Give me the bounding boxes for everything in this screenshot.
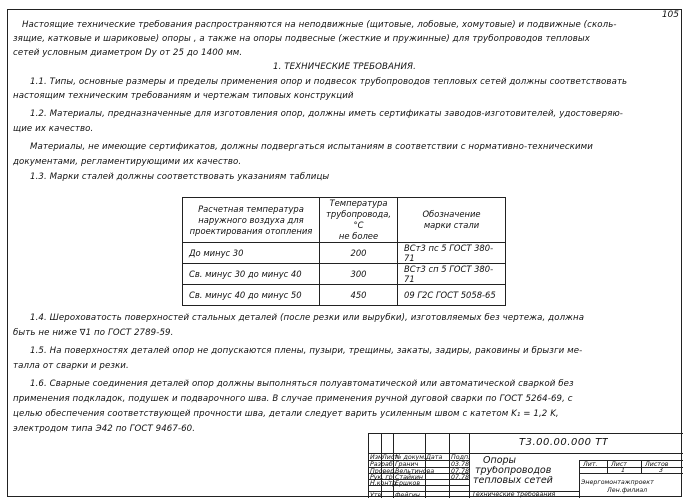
header-line: марки стали — [423, 220, 480, 230]
table-cell: Св. минус 40 до минус 50 — [183, 285, 320, 306]
stamp-role: Провер. — [370, 468, 397, 475]
stamp-role: Н.контр. — [370, 480, 399, 487]
paragraph-line: целью обеспечения соответствующей прочности шва, детали следует варить усиленным швом с катетом K₁ = 1,2 K, — [13, 409, 559, 419]
stamp-divider — [579, 473, 683, 474]
paragraph-line: Материалы, не имеющие сертификатов, должны подвергаться испытаниям в соответствии с нормативно-техническими — [30, 142, 593, 152]
paragraph-line: применения подкладок, подушек и подварочного шва. В случае применения ручной дуговой сварки по ГОСТ 5264-69, с — [13, 394, 573, 404]
stamp-role: Рук. гр. — [370, 474, 395, 481]
header-line: не более — [338, 231, 379, 241]
stamp-header-cell: Дата — [426, 454, 443, 461]
stamp-lists-label: Листов — [645, 461, 669, 468]
stamp-name: Стайкин — [395, 474, 424, 481]
stamp-date: 07.78 — [451, 468, 470, 475]
paragraph-line: Настоящие технические требования распространяются на неподвижные (щитовые, лобовые, хомутовые) и подвижные (сколь- — [22, 20, 617, 30]
paragraph-line: 1.3. Марки сталей должны соответствовать указаниям таблицы — [30, 172, 330, 182]
steel-grades-table — [182, 197, 506, 306]
stamp-date: 03.78 — [451, 461, 470, 468]
table-cell: Св. минус 30 до минус 40 — [183, 264, 320, 285]
paragraph-line: 1.2. Материалы, предназначенные для изготовления опор, должны иметь сертификаты заводов-изготовителей, удостоверяю- — [30, 109, 623, 119]
header-line: Обозначение — [422, 209, 481, 219]
header-line: проектирования отопления — [189, 225, 313, 236]
stamp-header-cell: Изм — [370, 454, 383, 461]
header-line: трубопровода,°С — [326, 209, 392, 230]
stamp-name: Вельтинова — [395, 468, 435, 475]
stamp-role: Разраб. — [370, 461, 395, 468]
title-block — [368, 433, 683, 498]
stamp-org: Энергомонтажпроект — [581, 479, 654, 486]
table-row — [183, 264, 506, 285]
paragraph-line: 1.4. Шероховатость поверхностей стальных деталей (после резки или вырубки), изготовляемых без чертежа, должна — [30, 313, 585, 323]
table-header — [183, 198, 320, 243]
stamp-divider — [449, 434, 450, 498]
stamp-role: Утв. — [370, 492, 384, 499]
table-cell: До минус 30 — [183, 243, 320, 264]
table-cell: 09 Г2С ГОСТ 5058-65 — [398, 285, 506, 306]
paragraph-line: щие их качество. — [13, 124, 94, 134]
paragraph-line: 1.1. Типы, основные размеры и пределы применения опор и подвесок трубопроводов тепловых сетей должны соответствовать — [30, 77, 628, 87]
table-header — [398, 198, 506, 243]
stamp-divider — [579, 460, 580, 498]
stamp-name: Фейгин — [395, 492, 420, 499]
stamp-name: Гранич — [395, 461, 419, 468]
stamp-list-label: Лист — [611, 461, 627, 468]
paragraph-line: сетей условным диаметром Dy от 25 до 1400 мм. — [13, 48, 243, 58]
stamp-header-cell: Подп. — [451, 454, 471, 461]
header-line: Расчетная температура — [198, 203, 304, 214]
stamp-header-cell: № докум. — [395, 454, 427, 461]
stamp-divider — [425, 434, 426, 498]
table-cell: ВСт3 пс 5 ГОСТ 380-71 — [398, 243, 506, 264]
stamp-subtitle: Технические требования — [472, 491, 556, 498]
paragraph-line: быть не ниже ∇1 по ГОСТ 2789-59. — [13, 328, 174, 338]
paragraph-line: электродом типа Э42 по ГОСТ 9467-60. — [13, 424, 196, 434]
stamp-divider — [469, 434, 470, 498]
stamp-list-value: 1 — [621, 467, 626, 474]
drawing-designation: Т3.00.00.000 ТТ — [519, 437, 609, 448]
stamp-name: Ершков — [395, 480, 421, 487]
table-header — [320, 198, 398, 243]
paragraph-line: зящие, катковые и шариковые) опоры , а также на опоры подвесные (жесткие и пружинные) для трубопроводов тепловых — [13, 34, 590, 44]
paragraph-line: документами, регламентирующими их качество. — [13, 157, 242, 167]
stamp-title-line: Опоры — [483, 456, 517, 466]
stamp-header-cell: Лист — [382, 454, 398, 461]
section-title: 1. ТЕХНИЧЕСКИЕ ТРЕБОВАНИЯ. — [273, 62, 416, 72]
table-cell: 450 — [320, 285, 398, 306]
paragraph-line: 1.6. Сварные соединения деталей опор должны выполняться полуавтоматической или автоматической сваркой без — [30, 379, 574, 389]
stamp-lit-label: Лит. — [583, 461, 598, 468]
stamp-org: Лен.филиал — [607, 487, 648, 494]
table-cell: 300 — [320, 264, 398, 285]
stamp-lists-value: 3 — [659, 467, 664, 474]
table-cell: ВСт3 сп 5 ГОСТ 380-71 — [398, 264, 506, 285]
stamp-title-line: трубопроводов — [475, 466, 552, 476]
table-row — [183, 243, 506, 264]
drawing-sheet — [7, 9, 682, 497]
table-cell: 200 — [320, 243, 398, 264]
page-number: 105 — [661, 10, 679, 20]
paragraph-line: 1.5. На поверхностях деталей опор не допускаются плены, пузыри, трещины, закаты, задиры, раковины и брызги ме- — [30, 346, 583, 356]
header-line: Температура — [329, 198, 388, 208]
stamp-title-line: тепловых сетей — [473, 476, 553, 486]
stamp-date: 07.78 — [451, 474, 470, 481]
paragraph-line: талла от сварки и резки. — [13, 361, 129, 371]
table-row — [183, 285, 506, 306]
table-header-row — [183, 198, 506, 243]
paragraph-line: настоящим техническим требованиям и чертежам типовых конструкций — [13, 91, 354, 101]
header-line: наружного воздуха для — [198, 214, 304, 225]
